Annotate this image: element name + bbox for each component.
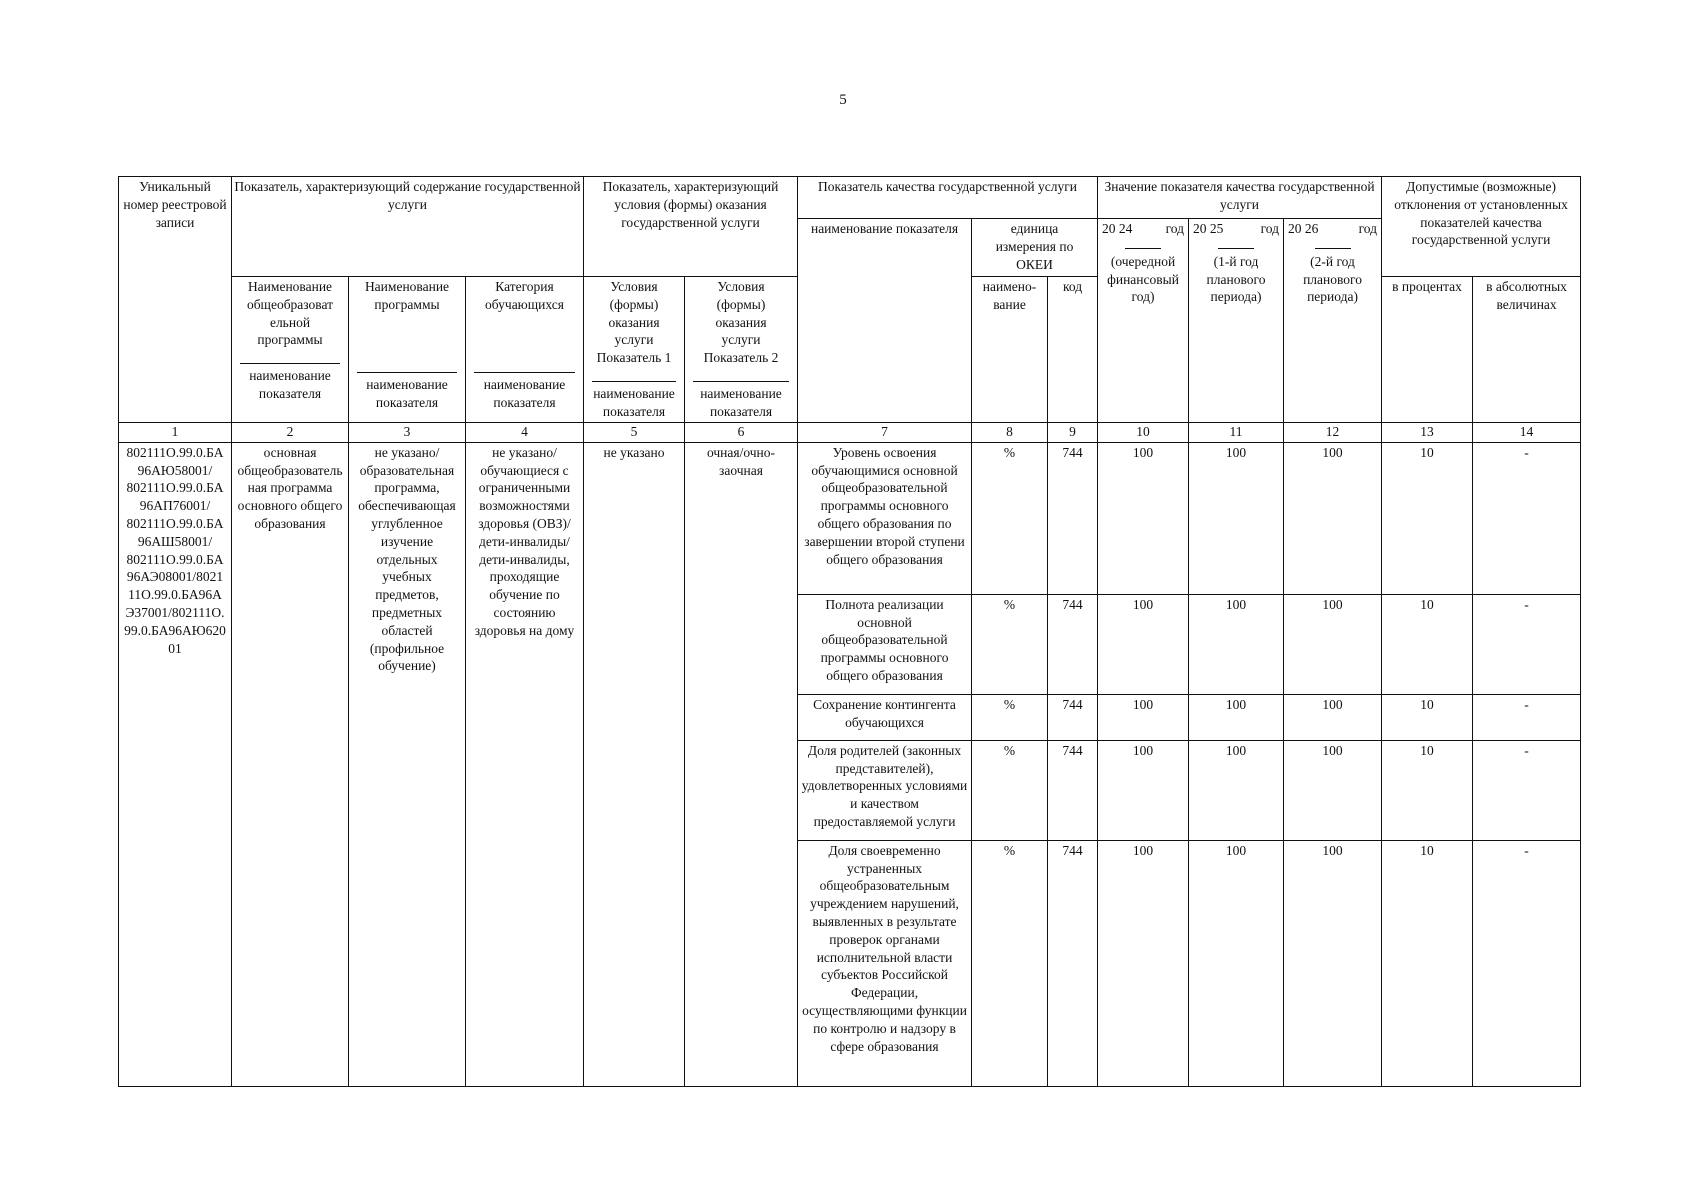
- year-3-underline: [1315, 248, 1351, 249]
- year-1-underline: [1125, 248, 1161, 249]
- year-2-underline: [1218, 248, 1254, 249]
- column-number: 2: [232, 422, 349, 442]
- header-year-2: [1189, 219, 1284, 423]
- sub-condition-1-indicator-name: наименование показателя: [593, 386, 675, 419]
- indicator-code-cell: 744: [1048, 840, 1098, 1086]
- column-number: 12: [1284, 422, 1382, 442]
- indicator-value-year-2: 100: [1189, 840, 1284, 1086]
- sub-condition-1-label: Условия (формы) оказания услуги Показатель 1: [596, 279, 672, 366]
- page-number: 5: [839, 92, 847, 108]
- indicator-value-year-2: 100: [1189, 694, 1284, 740]
- indicator-name-cell: Сохранение контингента обучающихся: [798, 694, 972, 740]
- indicator-code-cell: 744: [1048, 740, 1098, 840]
- header-sub-program: [232, 277, 349, 423]
- indicator-value-year-3: 100: [1284, 740, 1382, 840]
- indicator-deviation-absolute: -: [1473, 694, 1581, 740]
- column-number: 5: [584, 422, 685, 442]
- column-number: 7: [798, 422, 972, 442]
- header-conditions-indicator: Показатель, характеризующий условия (формы) оказания государственной услуги: [584, 177, 798, 277]
- separator-line: [693, 381, 789, 382]
- column-number: 11: [1189, 422, 1284, 442]
- indicator-value-year-3: 100: [1284, 594, 1382, 694]
- year-1-note: (очередной финансовый год): [1107, 253, 1179, 305]
- indicator-deviation-percent: 10: [1382, 740, 1473, 840]
- header-sub-category: [466, 277, 584, 423]
- indicator-deviation-percent: 10: [1382, 840, 1473, 1086]
- sub-condition-2-label: Условия (формы) оказания услуги Показатель 2: [703, 279, 779, 366]
- indicator-unit-cell: %: [972, 594, 1048, 694]
- indicator-value-year-1: 100: [1098, 594, 1189, 694]
- year-3-word: год: [1358, 221, 1378, 236]
- sub-category-indicator-name: наименование показателя: [483, 377, 566, 410]
- quality-indicators-table: [118, 176, 1581, 1087]
- indicator-value-year-3: 100: [1284, 442, 1382, 594]
- indicator-value-year-1: 100: [1098, 694, 1189, 740]
- indicator-unit-cell: %: [972, 442, 1048, 594]
- category-cell: не указано/ обучающиеся с ограниченными возможностями здоровья (ОВЗ)/ дети-инвалиды/дети-инвалиды, проходящие обучение по состоянию здоровья на дому: [466, 442, 584, 1086]
- condition-2-cell: очная/очно-заочная: [685, 442, 798, 1086]
- sub-program-name-label: Наименование программы: [364, 279, 450, 312]
- indicator-value-year-3: 100: [1284, 840, 1382, 1086]
- sub-program-label: Наименование общеобразоват ельной программы: [246, 279, 334, 348]
- sub-program-indicator-name: наименование показателя: [249, 368, 331, 402]
- indicator-unit-cell: %: [972, 740, 1048, 840]
- indicator-name-cell: Доля своевременно устраненных общеобразовательным учреждением нарушений, выявленных в результате проверок органами исполнительной власти субъектов Российской Федерации, осуществляющими функции по контролю и надзору в сфере образования: [798, 840, 972, 1086]
- unit-okei-label: единица измерения по ОКЕИ: [995, 221, 1074, 272]
- column-number: 14: [1473, 422, 1581, 442]
- indicator-value-year-1: 100: [1098, 740, 1189, 840]
- quality-indicators-table-wrapper: [118, 176, 1580, 1087]
- header-allowed-deviation: Допустимые (возможные) отклонения от установленных показателей качества государственной услуги: [1382, 177, 1581, 277]
- column-number: 9: [1048, 422, 1098, 442]
- indicator-unit-cell: %: [972, 840, 1048, 1086]
- column-number: 4: [466, 422, 584, 442]
- year-2-note: (1-й год планового периода): [1206, 253, 1266, 305]
- indicator-code-cell: 744: [1048, 594, 1098, 694]
- table-row: [119, 442, 1581, 594]
- header-quality-name: наименование показателя: [798, 219, 972, 423]
- header-deviation-absolute: в абсолютных величинах: [1473, 277, 1581, 423]
- column-number: 13: [1382, 422, 1473, 442]
- header-deviation-percent: в процентах: [1382, 277, 1473, 423]
- separator-line: [474, 372, 575, 373]
- year-3-note: (2-й год планового периода): [1303, 253, 1362, 305]
- header-unit-code: код: [1048, 277, 1098, 423]
- sub-category-label: Категория обучающихся: [485, 279, 564, 312]
- separator-line: [357, 372, 457, 373]
- year-1-word: год: [1165, 221, 1185, 236]
- indicator-value-year-3: 100: [1284, 694, 1382, 740]
- indicator-code-cell: 744: [1048, 442, 1098, 594]
- indicator-value-year-1: 100: [1098, 442, 1189, 594]
- header-year-3: [1284, 219, 1382, 423]
- sub-program-name-indicator-name: наименование показателя: [366, 377, 448, 410]
- indicator-name-cell: Доля родителей (законных представителей), удовлетворенных условиями и качеством предоставляемой услуги: [798, 740, 972, 840]
- header-sub-program-name: [349, 277, 466, 423]
- column-numbers-row: [119, 422, 1581, 442]
- registry-number-cell: 802111О.99.0.БА 96АЮ58001/ 802111О.99.0.БА 96АП76001/ 802111О.99.0.БА 96АШ58001/ 802111О.99.0.БА 96АЭ08001/8021 11О.99.0.БА96А Э37001/802111О. 99.0.БА96АЮ620 01: [119, 442, 232, 1086]
- indicator-deviation-absolute: -: [1473, 840, 1581, 1086]
- header-sub-condition-1: [584, 277, 685, 423]
- program-name-cell: не указано/ образовательная программа, обеспечивающая углубленное изучение отдельных учебных предметов, предметных областей (профильное обучение): [349, 442, 466, 1086]
- column-number: 6: [685, 422, 798, 442]
- indicator-name-cell: Полнота реализации основной общеобразовательной программы основного общего образования: [798, 594, 972, 694]
- header-sub-condition-2: [685, 277, 798, 423]
- year-3-number: 20 26: [1288, 221, 1319, 236]
- column-number: 10: [1098, 422, 1189, 442]
- indicator-code-cell: 744: [1048, 694, 1098, 740]
- program-cell: основная общеобразовательная программа основного общего образования: [232, 442, 349, 1086]
- year-2-number: 20 25: [1193, 221, 1224, 236]
- condition-1-cell: не указано: [584, 442, 685, 1086]
- header-quality-indicator: Показатель качества государственной услуги: [798, 177, 1098, 219]
- header-year-1: [1098, 219, 1189, 423]
- indicator-deviation-absolute: -: [1473, 442, 1581, 594]
- indicator-deviation-percent: 10: [1382, 594, 1473, 694]
- indicator-deviation-percent: 10: [1382, 442, 1473, 594]
- year-1-number: 20 24: [1102, 221, 1133, 236]
- indicator-unit-cell: %: [972, 694, 1048, 740]
- indicator-value-year-2: 100: [1189, 594, 1284, 694]
- indicator-name-cell: Уровень освоения обучающимися основной общеобразовательной программы основного общего образования по завершении второй ступени общего образования: [798, 442, 972, 594]
- header-unit-okei: [972, 219, 1098, 277]
- year-2-word: год: [1260, 221, 1280, 236]
- header-content-indicator: Показатель, характеризующий содержание государственной услуги: [232, 177, 584, 277]
- indicator-value-year-1: 100: [1098, 840, 1189, 1086]
- sub-condition-2-indicator-name: наименование показателя: [700, 386, 782, 419]
- header-unit-name: наимено-вание: [972, 277, 1048, 423]
- header-registry-number: Уникальный номер реестровой записи: [119, 177, 232, 423]
- indicator-deviation-absolute: -: [1473, 740, 1581, 840]
- indicator-deviation-absolute: -: [1473, 594, 1581, 694]
- header-row-1: [119, 177, 1581, 219]
- separator-line: [240, 363, 340, 364]
- column-number: 8: [972, 422, 1048, 442]
- column-number: 3: [349, 422, 466, 442]
- separator-line: [592, 381, 676, 382]
- indicator-value-year-2: 100: [1189, 740, 1284, 840]
- column-number: 1: [119, 422, 232, 442]
- indicator-value-year-2: 100: [1189, 442, 1284, 594]
- indicator-deviation-percent: 10: [1382, 694, 1473, 740]
- header-indicator-values: Значение показателя качества государственной услуги: [1098, 177, 1382, 219]
